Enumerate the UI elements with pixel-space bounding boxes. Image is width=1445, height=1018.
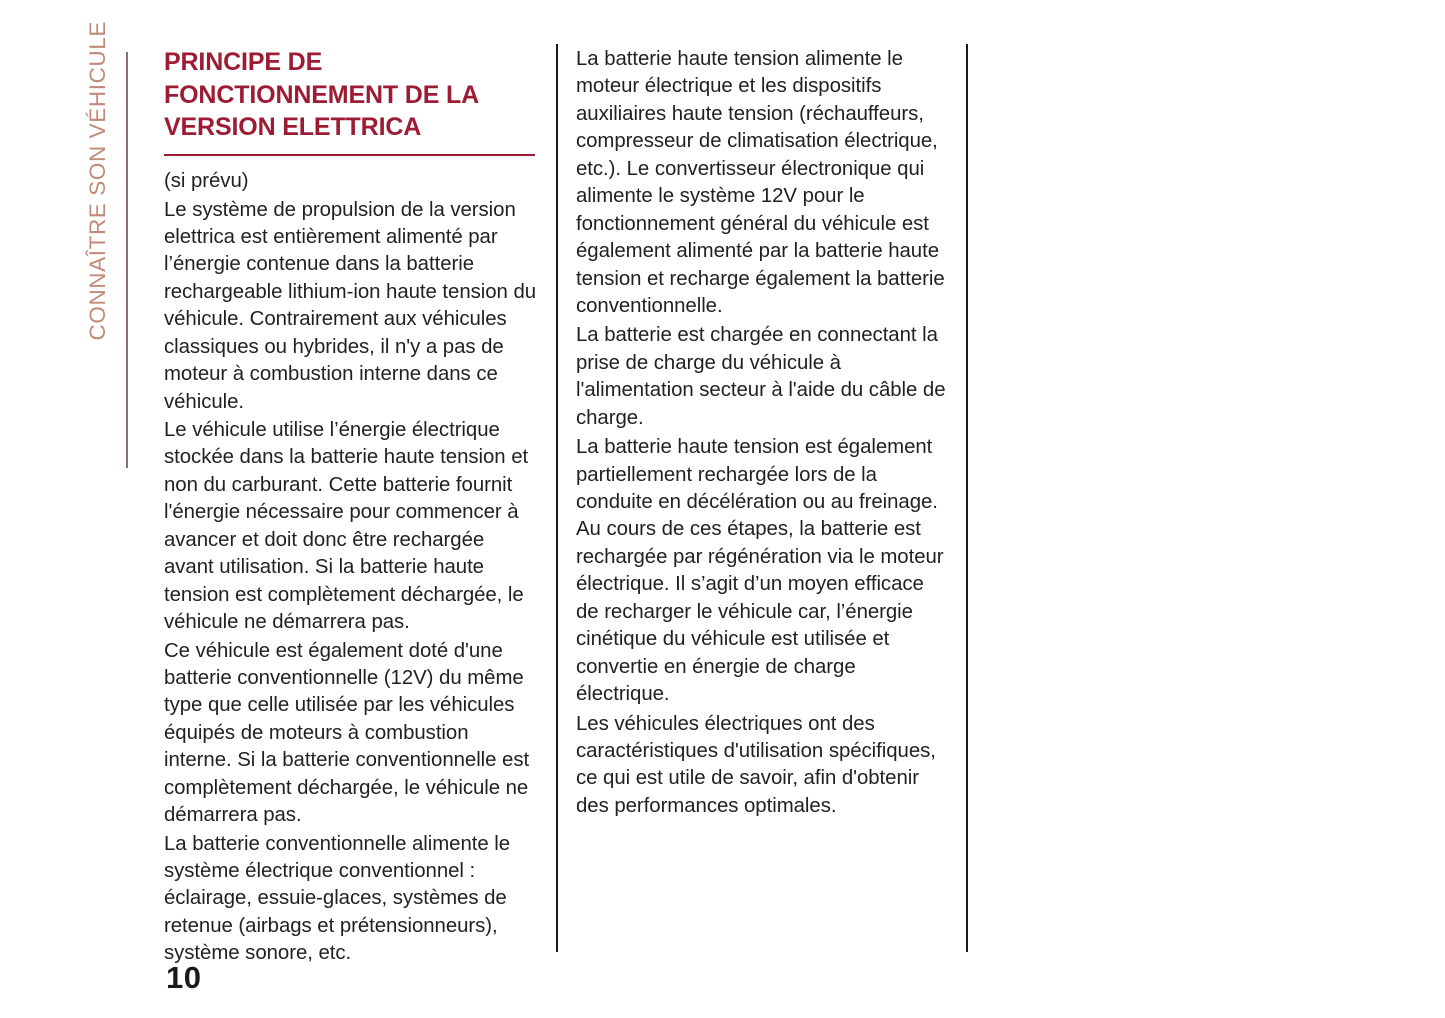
paragraph: Ce véhicule est également doté d'une batterie conventionnelle (12V) du même type que celle utilisée par les véhicules équipés de moteurs à combustion interne. Si la batterie conventionnelle est complètement déchargée, le véhicule ne démarrera pas.: [164, 639, 530, 827]
paragraph: Le système de propulsion de la version elettrica est entièrement alimenté par l’énergie contenue dans la batterie rechargeable lithium-ion haute tension du véhicule. Contrairement aux véhicules classiques ou hybrides, il n'y a pas de moteur à combustion interne dans ce véhicule.: [164, 198, 537, 413]
paragraph: La batterie haute tension est également partiellement rechargée lors de la conduite en décélération ou au freinage. Au cours de ces étapes, la batterie est rechargée par régénération via le moteur électrique. Il s’agit d’un moyen efficace de recharger le véhicule car, l’énergie cinétique du véhicule est utilisée et convertie en énergie de charge électrique.: [576, 436, 944, 706]
left-column: [164, 46, 539, 969]
paragraph: Le véhicule utilise l’énergie électrique stockée dans la batterie haute tension et non du carburant. Cette batterie fournit l'énergie nécessaire pour commencer à avancer et doit donc être rechargée avant utilisation. Si la batterie haute tension est complètement déchargée, le véhicule ne démarrera pas.: [164, 419, 529, 634]
chapter-tab: [0, 21, 132, 460]
page-number: 10: [166, 960, 202, 995]
section-heading-rule: [164, 154, 535, 157]
chapter-tab-divider: [126, 52, 128, 468]
column-divider-right: [966, 44, 968, 952]
chapter-tab-label: CONNAÎTRE SON VÉHICULE: [85, 21, 110, 341]
paragraph-subtitle: (si prévu): [164, 170, 249, 193]
paragraph: La batterie haute tension alimente le moteur électrique et les dispositifs auxiliaires haute tension (réchauffeurs, compresseur de climatisation électrique, etc.). Le convertisseur électronique qui alimente le système 12V pour le fonctionnement général du véhicule est également alimenté par la batterie haute tension et recharge également la batterie conventionnelle.: [576, 48, 945, 317]
section-heading: PRINCIPE DE FONCTIONNEMENT DE LA VERSION ELETTRICA: [164, 48, 479, 141]
paragraph: Les véhicules électriques ont des caractéristiques d'utilisation spécifiques, ce qui est utile de savoir, afin d'obtenir des performances optimales.: [576, 712, 936, 817]
paragraph: La batterie est chargée en connectant la prise de charge du véhicule à l'alimentation secteur à l'aide du câble de charge.: [576, 324, 946, 429]
column-divider-center: [556, 44, 558, 952]
paragraph: La batterie conventionnelle alimente le système électrique conventionnel : éclairage, essuie-glaces, systèmes de retenue (airbags et prétensionneurs), système sonore, etc.: [164, 832, 511, 965]
right-column: [576, 46, 948, 822]
